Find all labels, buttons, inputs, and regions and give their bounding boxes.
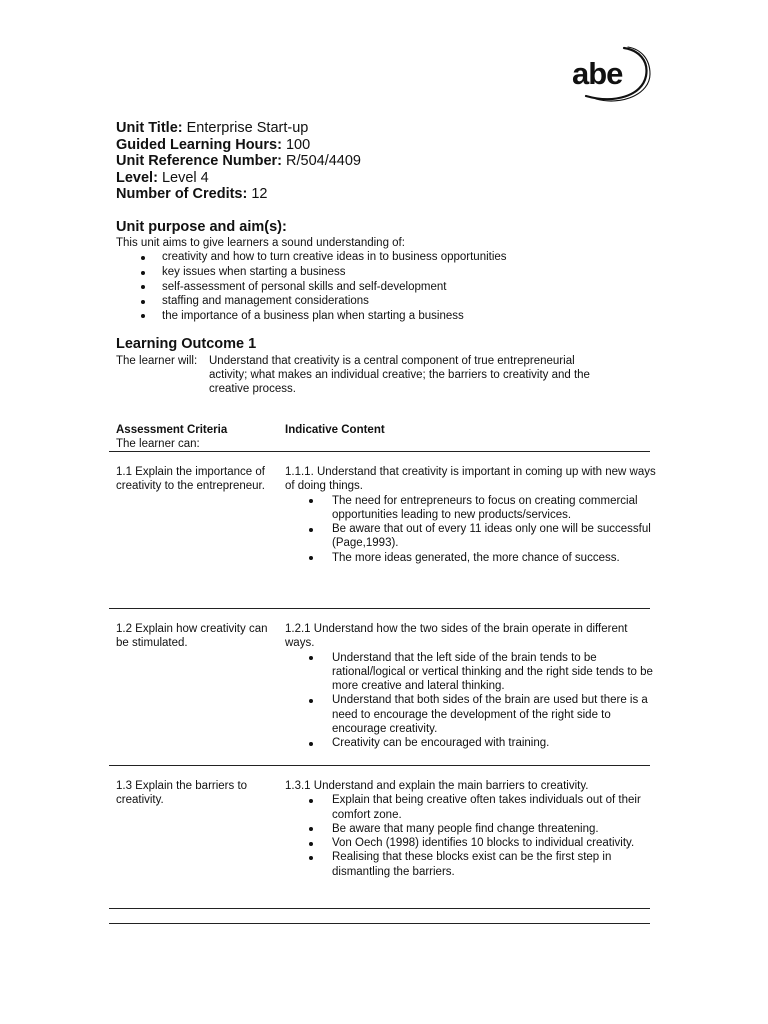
outcome-prefix: The learner will: (116, 355, 198, 367)
outcome-statement (116, 354, 656, 397)
purpose-item: the importance of a business plan when starting a business (116, 309, 676, 324)
purpose-intro: This unit aims to give learners a sound understanding of: (116, 237, 405, 249)
unit-title-line (116, 120, 676, 137)
outcome-line-2: activity; what makes an individual creative; the barriers to creativity and the (209, 369, 590, 382)
content-list (285, 793, 657, 879)
guided-hours-value: 100 (285, 136, 311, 153)
unit-purpose-section (116, 218, 676, 323)
unit-reference-line (116, 153, 676, 170)
content-item: Understand that both sides of the brain are used but there is a need to encourage the development of the right side to encourage creativity. (285, 693, 657, 736)
abe-logo (566, 44, 652, 106)
criterion-cell: 1.2 Explain how creativity can be stimulated. (116, 623, 268, 650)
content-cell (285, 622, 657, 751)
criteria-header-cell (116, 423, 281, 451)
content-lead: 1.3.1 Understand and explain the main barriers to creativity. (285, 780, 589, 792)
content-header-cell (285, 423, 385, 437)
unit-reference-label: Unit Reference Number: (116, 153, 282, 170)
criteria-header: Assessment Criteria (116, 424, 228, 436)
purpose-list (116, 250, 676, 323)
logo-text: abe (572, 56, 623, 91)
level-line (116, 170, 676, 187)
content-item: Understand that the left side of the brain tends to be rational/logical or vertical thinking and the right side tends to be more creative and lateral thinking. (285, 651, 657, 694)
purpose-item: creativity and how to turn creative ideas in to business opportunities (116, 250, 676, 265)
content-header: Indicative Content (285, 424, 385, 436)
unit-reference-value: R/504/4409 (286, 153, 361, 170)
content-lead: 1.1.1. Understand that creativity is important in coming up with new ways of doing things. (285, 466, 656, 493)
table-rule (109, 608, 650, 609)
content-item: The need for entrepreneurs to focus on creating commercial opportunities leading to new products/services. (285, 494, 657, 523)
credits-line (116, 186, 676, 203)
table-rule (109, 908, 650, 909)
purpose-item: self-assessment of personal skills and self-development (116, 280, 676, 295)
content-item: Realising that these blocks exist can be the first step in dismantling the barriers. (285, 850, 657, 879)
credits-value: 12 (251, 186, 268, 203)
level-label: Level: (116, 169, 158, 186)
content-item: Von Oech (1998) identifies 10 blocks to individual creativity. (285, 836, 657, 850)
table-rule (109, 765, 650, 766)
content-lead: 1.2.1 Understand how the two sides of the brain operate in different ways. (285, 623, 628, 650)
content-item: Be aware that many people find change threatening. (285, 822, 657, 836)
level-value: Level 4 (161, 169, 209, 186)
guided-hours-label: Guided Learning Hours: (116, 136, 282, 153)
credits-label: Number of Credits: (116, 186, 248, 203)
table-rule (109, 451, 650, 452)
content-list (285, 494, 657, 565)
purpose-item: staffing and management considerations (116, 294, 676, 309)
guided-hours-line (116, 137, 676, 154)
criteria-subheader: The learner can: (116, 438, 200, 450)
unit-details (116, 120, 676, 203)
content-cell (285, 779, 657, 879)
outcome-heading: Learning Outcome 1 (116, 336, 257, 352)
unit-title-label: Unit Title: (116, 120, 183, 136)
content-item: Explain that being creative often takes individuals out of their comfort zone. (285, 793, 657, 822)
content-item: The more ideas generated, the more chance of success. (285, 551, 657, 565)
unit-title-value: Enterprise Start-up (186, 120, 309, 136)
criterion-cell: 1.3 Explain the barriers to creativity. (116, 780, 248, 807)
outcome-line-1: Understand that creativity is a central component of true entrepreneurial (209, 355, 575, 367)
content-list (285, 651, 657, 751)
outcome-line-3: creative process. (209, 383, 296, 396)
criterion-cell: 1.1 Explain the importance of creativity to the entrepreneur. (116, 466, 265, 493)
content-cell (285, 465, 657, 565)
content-item: Creativity can be encouraged with training. (285, 736, 657, 750)
purpose-heading: Unit purpose and aim(s): (116, 219, 287, 235)
learning-outcome-section (116, 335, 656, 397)
table-rule (109, 923, 650, 924)
purpose-item: key issues when starting a business (116, 265, 676, 280)
content-item: Be aware that out of every 11 ideas only one will be successful (Page,1993). (285, 522, 657, 551)
